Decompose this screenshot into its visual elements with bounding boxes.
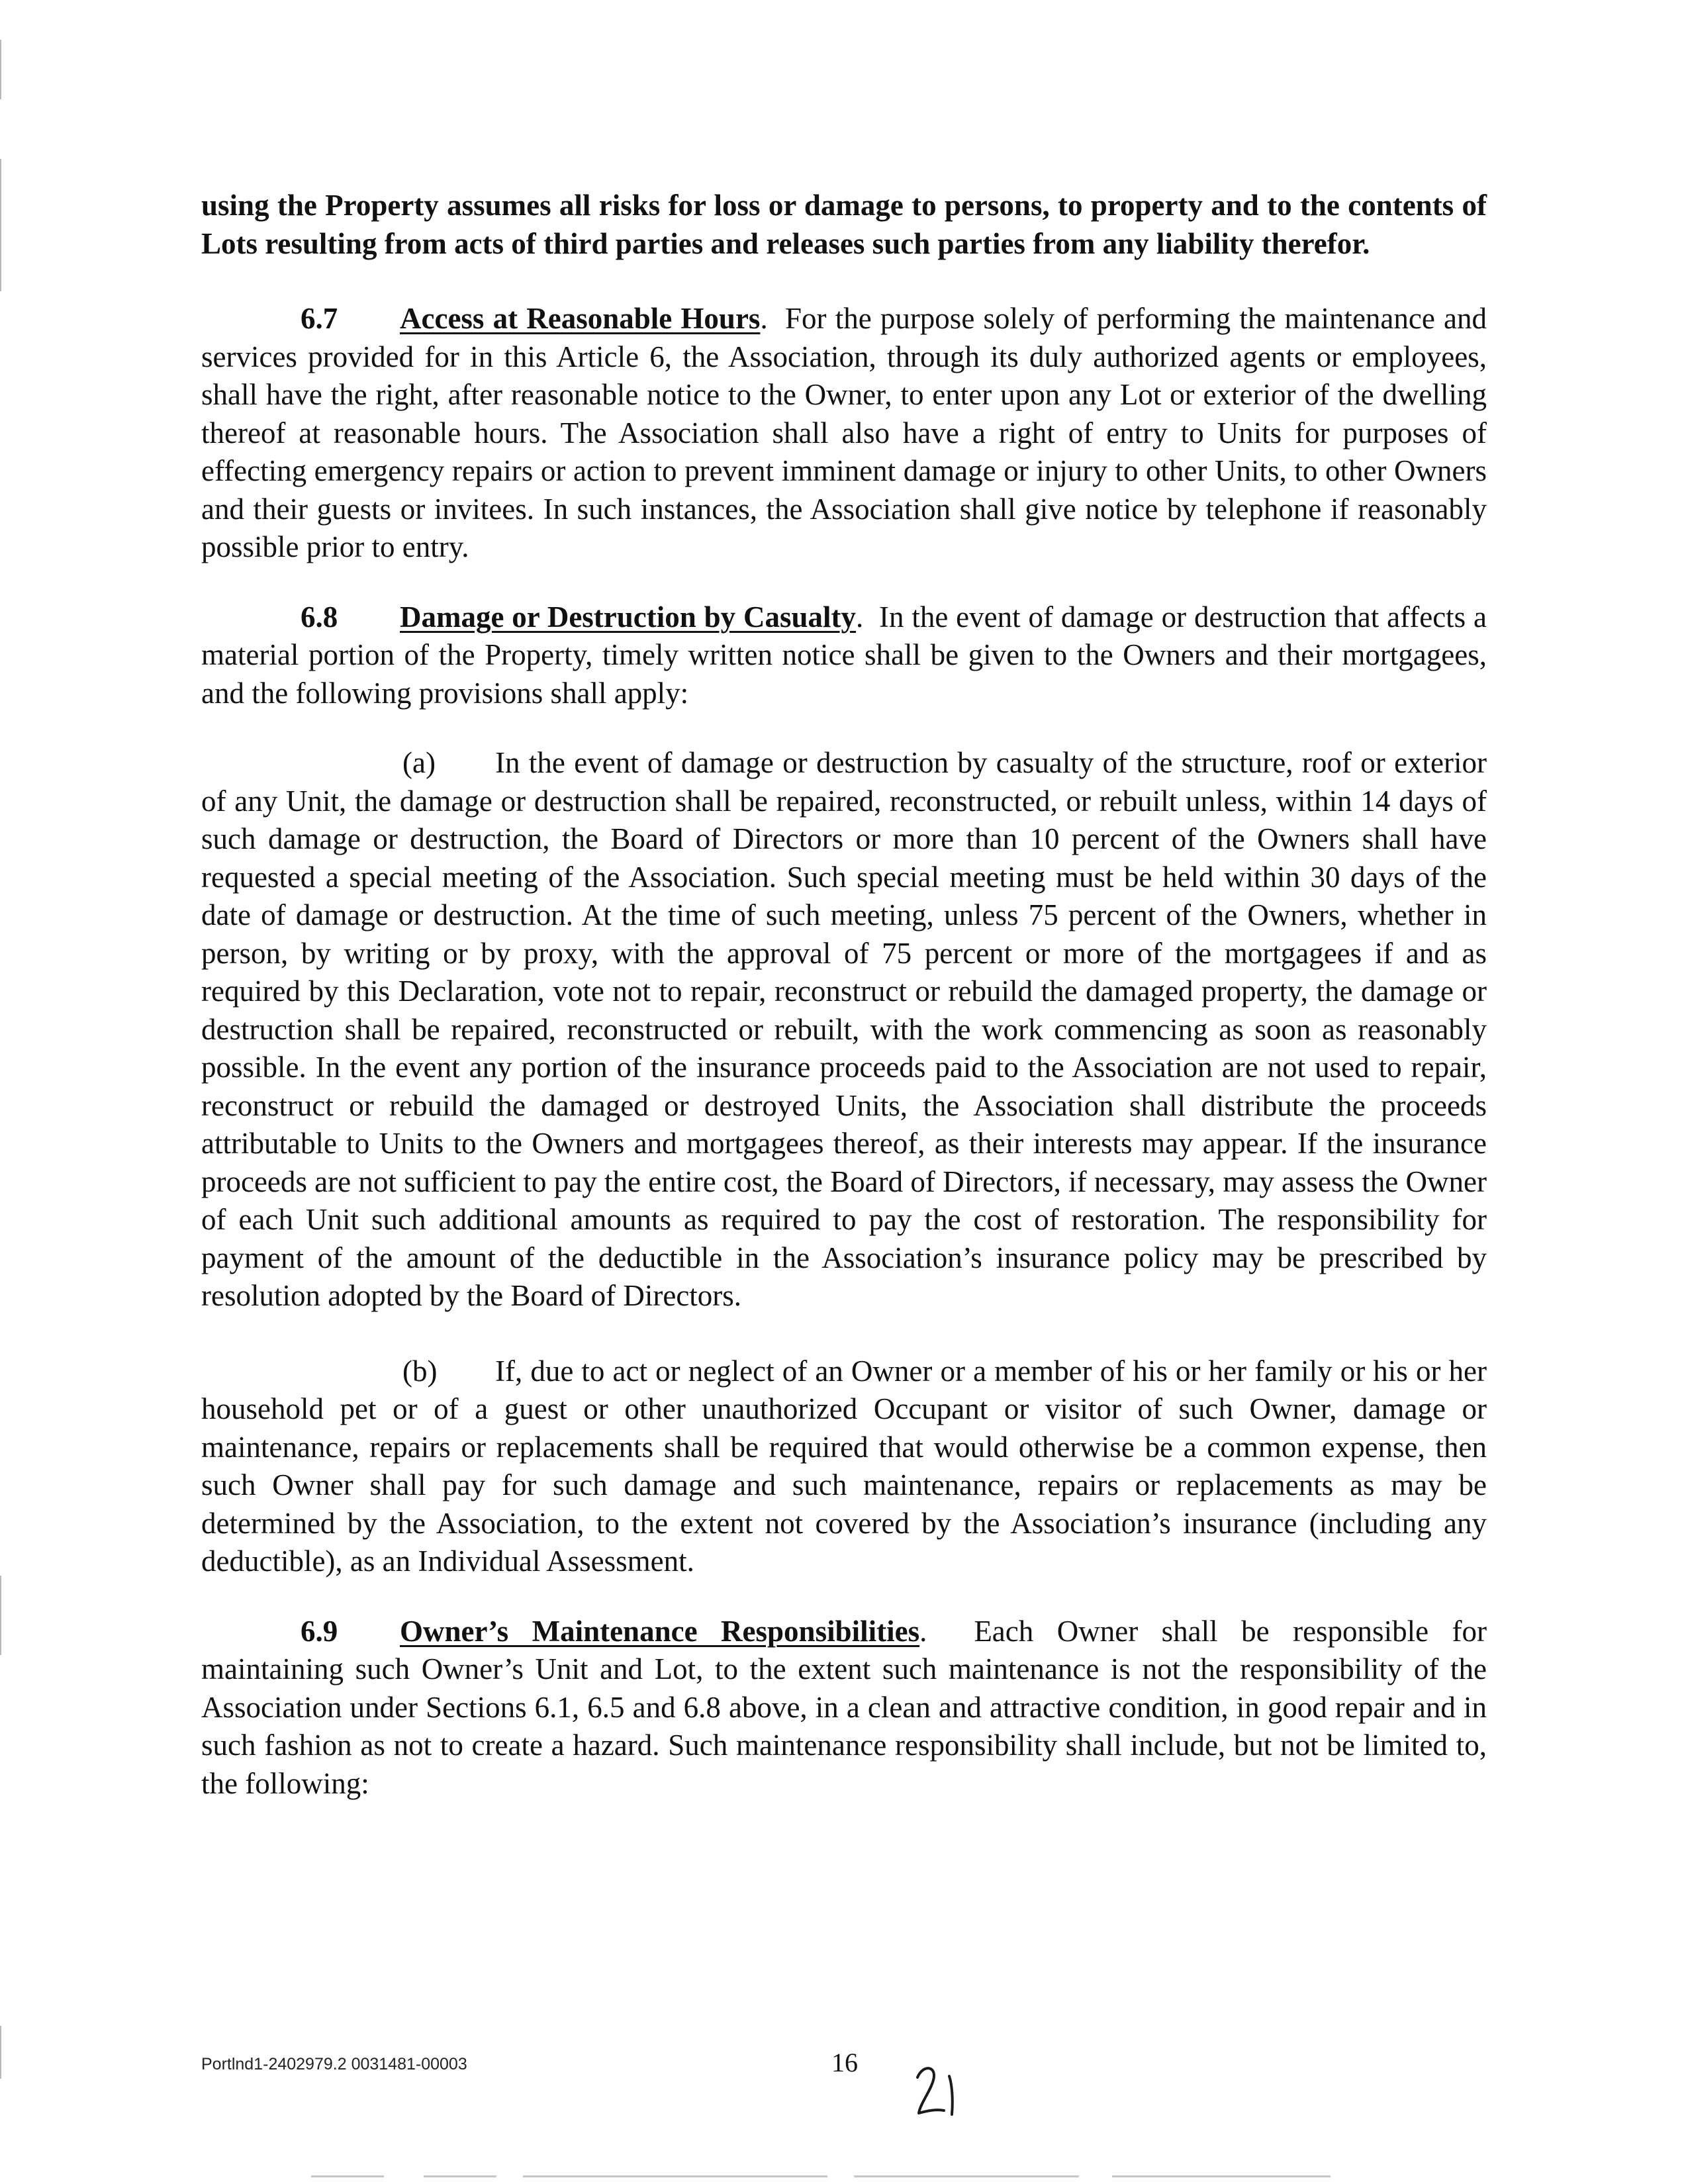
section-title-period: . (856, 600, 864, 634)
scan-bottom-rule (1112, 2175, 1331, 2177)
section-number: 6.8 (301, 600, 338, 634)
section-title-period: . (919, 1614, 927, 1648)
subsection-label: (a) (402, 746, 436, 779)
subsection-a (201, 744, 1487, 1315)
subsection-body: In the event of damage or destruction by casualty of the structure, roof or exterior of any Unit, the damage or destruction shall be repaired, reconstructed, or rebuilt unless, within 14 days of such damage or destruction, the Board of Directors or more than 10 percent of the Owners shall have requested a special meeting of the Association. Such special meeting must be held within 30 days of the date of damage or destruction. At the time of such meeting, unless 75 percent of the Owners, whether in person, by writing or by proxy, with the approval of 75 percent or more of the mortgagees if and as required by this Declaration, vote not to repair, reconstruct or rebuild the damaged property, the damage or destruction shall be repaired, reconstructed or rebuilt, with the work commencing as soon as reasonably possible. In the event any portion of the insurance proceeds paid to the Association are not used to repair, reconstruct or rebuild the damaged or destroyed Units, the Association shall distribute the proceeds attributable to Units to the Owners and mortgagees thereof, as their interests may appear. If the insurance proceeds are not sufficient to pay the entire cost, the Board of Directors, if necessary, may assess the Owner of each Unit such additional amounts as required to pay the cost of restoration. The responsibility for payment of the amount of the deductible in the Association’s insurance policy may be prescribed by resolution adopted by the Board of Directors. (201, 746, 1487, 1312)
scan-edge-mark (0, 1576, 1, 1655)
opening-paragraph: using the Property assumes all risks for loss or damage to persons, to property and to the contents of Lots resulting from acts of third parties and releases such parties from any liability therefor. (201, 189, 1487, 260)
subsection-label: (b) (402, 1354, 438, 1388)
section-title: Owner’s Maintenance Responsibilities (400, 1614, 920, 1648)
subsection-b (201, 1353, 1487, 1581)
section-number: 6.9 (301, 1614, 338, 1648)
section-body: Each Owner shall be responsible for maintaining such Owner’s Unit and Lot, to the extent such maintenance is not the responsibility of the Association under Sections 6.1, 6.5 and 6.8 above, in a clean and attractive condition, in good repair and in such fashion as not to create a hazard. Such maintenance responsibility shall include, but not be limited to, the following: (201, 1614, 1487, 1800)
document-body (201, 187, 1487, 1803)
section-body: In the event of damage or destruction that affects a material portion of the Property, timely written notice shall be given to the Owners and their mortgagees, and the following provisions shall apply: (201, 600, 1487, 710)
scan-bottom-rule (523, 2175, 827, 2177)
section-body: For the purpose solely of performing the maintenance and services provided for in this Article 6, the Association, through its duly authorized agents or employees, shall have the right, after reasonable notice to the Owner, to enter upon any Lot or exterior of the dwelling thereof at reasonable hours. The Association shall also have a right of entry to Units for purposes of effecting emergency repairs or action to prevent imminent damage or injury to other Units, to other Owners and their guests or invitees. In such instances, the Association shall give notice by telephone if reasonably possible prior to entry. (201, 302, 1487, 563)
scan-bottom-rule (854, 2175, 1079, 2177)
section-6-8 (201, 598, 1487, 713)
section-title: Access at Reasonable Hours (400, 302, 761, 335)
section-number: 6.7 (301, 302, 338, 335)
page-number: 16 (831, 2048, 858, 2077)
section-title-period: . (760, 302, 768, 335)
scan-bottom-rule (424, 2175, 496, 2177)
scan-edge-mark (0, 159, 1, 291)
section-title: Damage or Destruction by Casualty (400, 600, 857, 634)
subsection-body: If, due to act or neglect of an Owner or a member of his or her family or his or her household pet or of a guest or other unauthorized Occupant or visitor of such Owner, damage or maintenance, repairs or replacements shall be required that would otherwise be a common expense, then such Owner shall pay for such damage and such maintenance, repairs or replacements as may be determined by the Association, to the extent not covered by the Association’s insurance (including any deductible), as an Individual Assessment. (201, 1354, 1487, 1578)
section-6-9 (201, 1613, 1487, 1803)
handwritten-mark (913, 2058, 966, 2124)
scan-bottom-rule (311, 2175, 384, 2177)
footer-document-id: Portlnd1-2402979.2 0031481-00003 (201, 2055, 467, 2073)
scan-edge-mark (0, 2026, 1, 2079)
section-6-7 (201, 300, 1487, 567)
scan-edge-mark (0, 40, 1, 99)
